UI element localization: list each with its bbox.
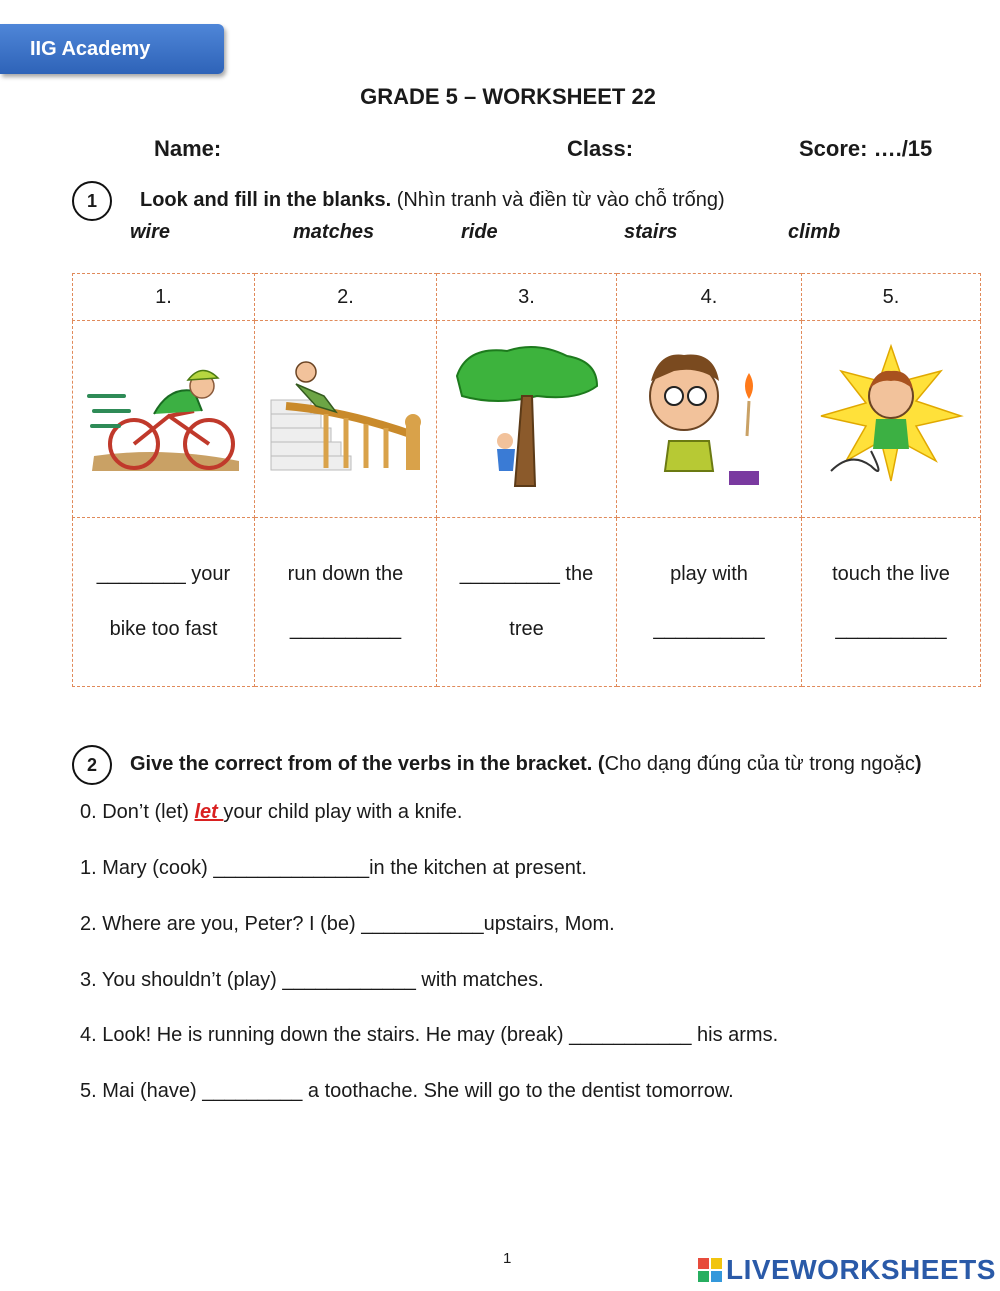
bike-rider-picture [84,356,244,476]
logo-icon [698,1258,722,1282]
tree-climbing-picture [447,341,607,491]
live-wire-picture [811,341,971,491]
phrase-line: ________ your [96,563,231,585]
worksheet-title: GRADE 5 – WORKSHEET 22 [360,84,656,109]
item-number: 5. [802,274,981,321]
matches-picture [629,341,789,491]
picture-cell [617,321,802,518]
word-bank-item: stairs [624,221,678,243]
section-2-heading [130,753,922,776]
section-1-heading-bold: Look and fill in the blanks. [140,189,392,211]
logo-text: LIVEWORKSHEETS [726,1254,996,1285]
section-2-heading-translation: Cho dạng đúng của từ trong ngoặc [604,753,915,775]
word-bank-item: matches [293,221,375,243]
word-bank-item: ride [461,221,498,243]
exercise-item: 3. You shouldn’t (play) ____________ with matches. [80,969,544,991]
phrase-line: tree [509,618,544,640]
word-bank-item: climb [788,221,841,243]
phrase-line: __________ [289,618,402,640]
phrase-cell [802,518,981,687]
name-field: Name: [154,136,222,161]
example-answer: let [194,801,224,823]
phrase-cell [617,518,802,687]
word-bank-item: wire [130,221,171,243]
liveworksheets-logo [698,1253,996,1287]
section-1-number: 1 [72,181,112,221]
exercise-item: 4. Look! He is running down the stairs. He may (break) ___________ his arms. [80,1024,779,1046]
picture-cell [802,321,981,518]
section-2-number: 2 [72,745,112,785]
item-number: 3. [437,274,617,321]
item-number: 2. [255,274,437,321]
exercise-item: 2. Where are you, Peter? I (be) ___________upstairs, Mom. [80,913,615,935]
phrase-line: bike too fast [109,618,218,640]
section-1-heading-translation: (Nhìn tranh và điền từ vào chỗ trống) [391,189,725,211]
picture-cell [437,321,617,518]
section-2-heading-close: ) [914,753,922,775]
picture-cell [255,321,437,518]
phrase-line: run down the [287,563,404,585]
phrase-line: play with [670,563,748,585]
page-number: 1 [503,1250,512,1267]
class-field: Class: [567,136,634,161]
phrase-cell [73,518,255,687]
brand-badge: IIG Academy [0,24,224,74]
picture-table [72,273,981,687]
example-sentence [80,801,462,824]
exercise-item: 1. Mary (cook) ______________in the kitchen at present. [80,857,587,879]
example-before: 0. Don’t (let) [80,801,195,823]
item-number: 1. [73,274,255,321]
exercise-item: 5. Mai (have) _________ a toothache. She will go to the dentist tomorrow. [80,1080,734,1102]
item-number: 4. [617,274,802,321]
phrase-line: __________ [653,618,765,640]
phrase-line: _________ the [459,563,594,585]
section-2-heading-bold: Give the correct from of the verbs in the bracket. ( [130,753,605,775]
phrase-line: __________ [835,618,947,640]
section-1-heading [140,189,725,212]
phrase-cell [437,518,617,687]
picture-cell [73,321,255,518]
phrase-cell [255,518,437,687]
stair-railing-picture [266,356,426,476]
phrase-line: touch the live [832,563,950,585]
example-after: your child play with a knife. [223,801,463,823]
score-field: Score: …./15 [799,136,933,161]
